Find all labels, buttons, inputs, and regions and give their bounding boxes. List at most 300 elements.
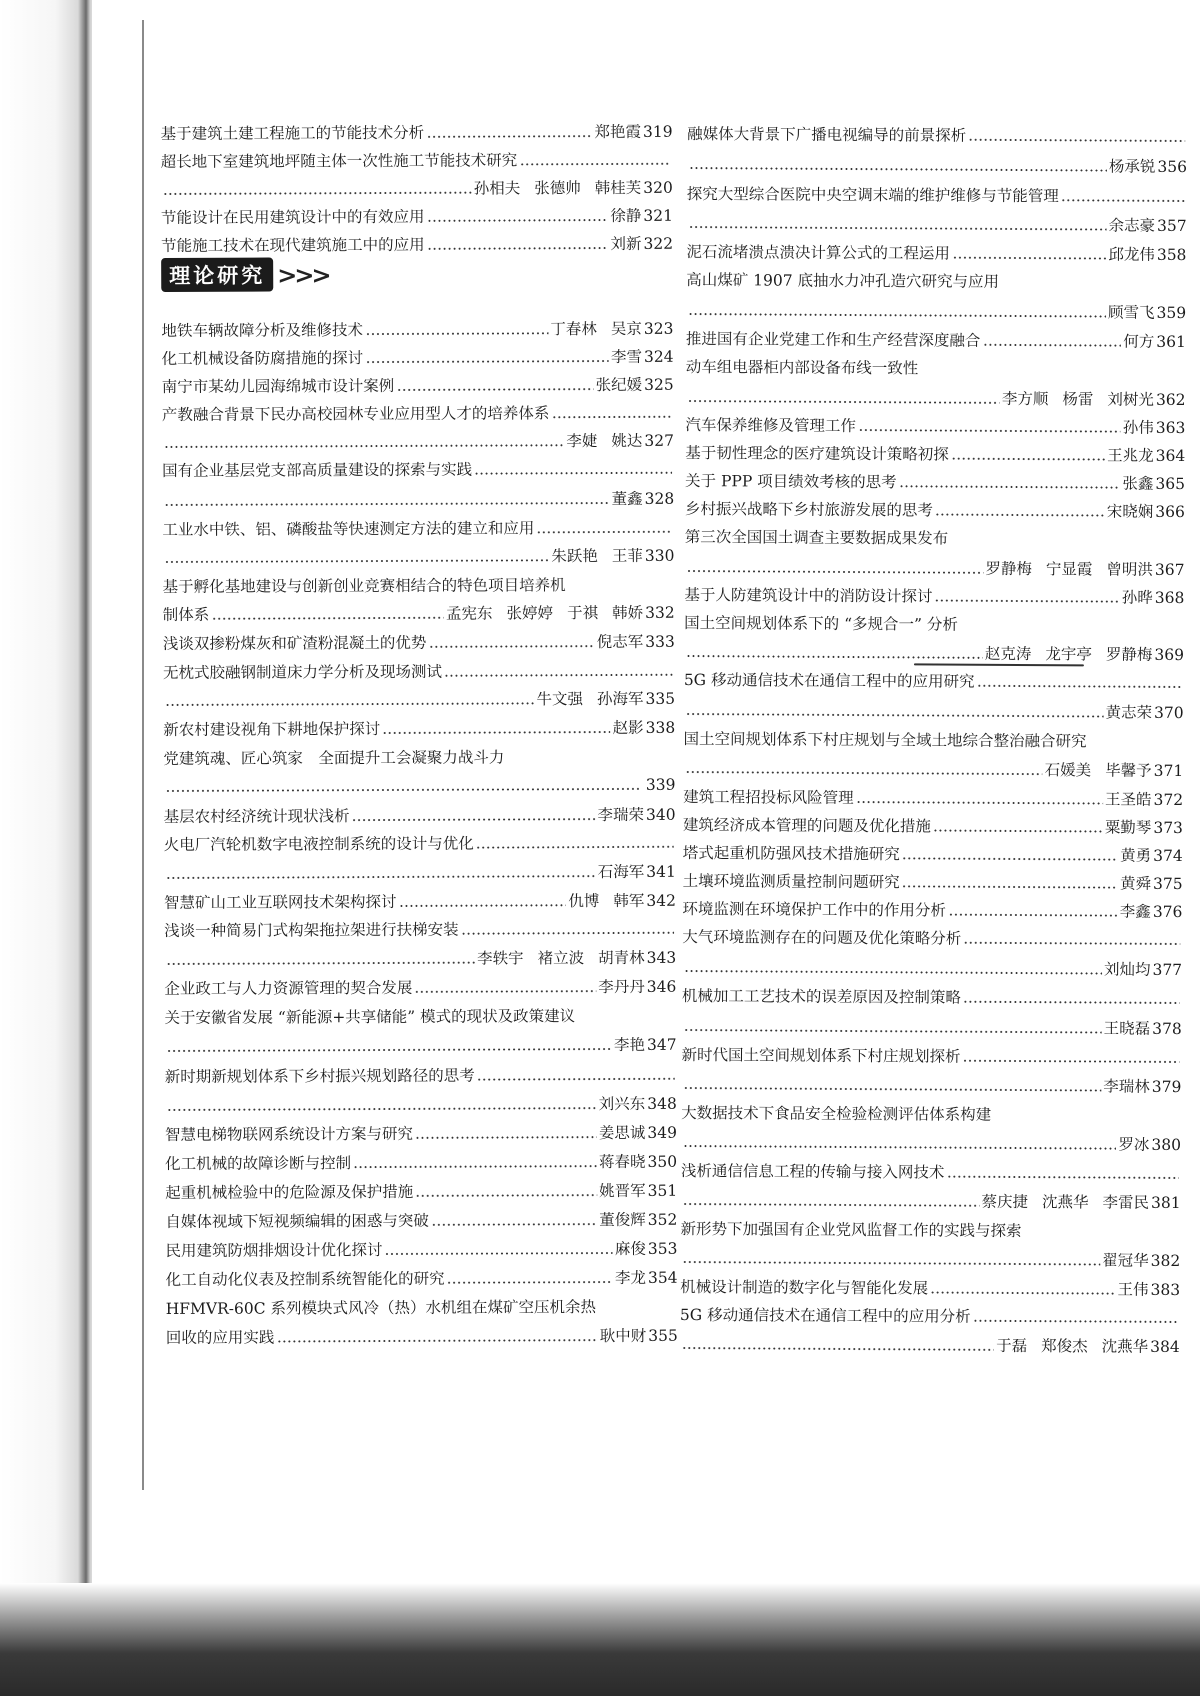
- entry-page: 323: [643, 319, 674, 338]
- entry-page: 335: [645, 689, 676, 708]
- entry-title: 动车组电器柜内部设备布线一致性: [685, 357, 919, 378]
- entry-page: 356: [1157, 157, 1188, 177]
- entry-page: 380: [1151, 1135, 1182, 1155]
- entry-title: 浅谈双掺粉煤灰和矿渣粉混凝土的优势: [162, 633, 427, 653]
- leader-dots: [948, 914, 1118, 917]
- entry-page: 351: [647, 1181, 678, 1200]
- leader-dots: [382, 731, 610, 734]
- entry-page: 382: [1150, 1251, 1181, 1271]
- entry-title: 高山煤矿 1907 底抽水力冲孔造穴研究与应用: [686, 270, 1000, 291]
- leader-dots: [167, 1048, 612, 1052]
- toc-entry: [161, 144, 673, 172]
- entry-page: 348: [647, 1094, 677, 1113]
- toc-entry-continued: [164, 856, 676, 884]
- leader-dots: [427, 247, 609, 250]
- entry-title: 国有企业基层党支部高质量建设的探索与实践: [162, 460, 473, 480]
- entry-title: 民用建筑防烟排烟设计优化探讨: [165, 1241, 383, 1260]
- entry-title: 化工机械设备防腐措施的探讨: [161, 349, 364, 368]
- leader-dots: [688, 400, 1000, 404]
- entry-authors: 罗冰: [1118, 1135, 1150, 1154]
- entry-authors: 赵影: [612, 718, 644, 738]
- leader-dots: [976, 685, 1181, 688]
- entry-title: 环境监测在环境保护工作中的作用分析: [682, 899, 947, 920]
- leader-dots: [519, 163, 670, 166]
- entry-title: 化工自动化仪表及控制系统智能化的研究: [165, 1269, 445, 1289]
- entry-title-cont: 制体系: [162, 605, 210, 624]
- leader-dots: [461, 932, 674, 935]
- entry-title: 国土空间规划体系下的 “多规合一” 分析: [684, 613, 958, 634]
- toc-entry: [686, 351, 1186, 380]
- entry-page: 361: [1156, 332, 1186, 352]
- leader-dots: [426, 135, 592, 138]
- leader-dots: [963, 1001, 1180, 1004]
- entry-authors: 李龙: [614, 1268, 647, 1288]
- toc-entry: [684, 607, 1184, 636]
- leader-dots: [428, 645, 594, 648]
- entry-page: 374: [1153, 846, 1183, 866]
- toc-entry-continued: [683, 752, 1183, 781]
- entry-page: 367: [1154, 560, 1185, 580]
- entry-authors: 李方顺 杨雷 刘树光: [1001, 389, 1155, 409]
- toc-entry: [682, 921, 1182, 950]
- entry-title: 第三次全国国土调查主要数据成果发布: [684, 527, 949, 548]
- leader-dots: [689, 167, 1107, 172]
- entry-title: 无枕式胶融钢制道床力学分析及现场测试: [162, 662, 442, 682]
- toc-entry-continued: [166, 1320, 678, 1348]
- leader-dots: [684, 970, 1102, 975]
- entry-page: 368: [1154, 588, 1185, 608]
- toc-entry-continued: [684, 551, 1184, 580]
- entry-authors: 董俊辉: [599, 1210, 646, 1230]
- entry-title: 基层农村经济统计现状浅析: [163, 807, 350, 826]
- toc-entry-continued: [686, 294, 1186, 323]
- toc-entry: [161, 228, 673, 256]
- toc-entry-continued: [164, 942, 676, 970]
- toc-entry: [161, 116, 673, 144]
- entry-authors: 李艳: [613, 1035, 646, 1055]
- leader-dots: [426, 219, 608, 222]
- entry-page: 383: [1150, 1280, 1181, 1300]
- entry-authors: 粟勤琴: [1104, 818, 1152, 837]
- entry-title: HFMVR-60C 系列模块式风冷（热）水机组在煤矿空压机余热: [165, 1298, 597, 1318]
- entry-authors: 王兆龙: [1107, 446, 1154, 465]
- entry-title: 推进国有企业党建工作和生产经营深度融合: [685, 329, 981, 350]
- leader-dots: [973, 1320, 1178, 1323]
- toc-entry: [163, 626, 675, 654]
- entry-page: 381: [1151, 1193, 1181, 1213]
- toc-entry: [683, 723, 1183, 752]
- entry-authors: 刘新: [610, 234, 642, 254]
- entry-authors: 何方: [1123, 332, 1155, 351]
- leader-dots: [166, 875, 596, 879]
- leader-dots: [687, 570, 984, 574]
- entry-title: 节能设计在民用建筑设计中的有效应用: [160, 207, 425, 227]
- leader-dots: [686, 713, 1104, 718]
- entry-title: 机械加工工艺技术的误差原因及控制策略: [681, 986, 961, 1007]
- entry-title: 化工机械的故障诊断与控制: [165, 1154, 352, 1173]
- leader-dots: [164, 444, 564, 448]
- leader-dots: [683, 1145, 1116, 1150]
- leader-dots: [858, 429, 1121, 433]
- toc-entry: [164, 885, 676, 913]
- toc-entry: [164, 1000, 676, 1028]
- toc-entry-continued: [681, 1184, 1181, 1213]
- leader-dots: [686, 655, 983, 659]
- entry-page: 359: [1156, 303, 1187, 323]
- entry-page: 358: [1156, 245, 1187, 265]
- entry-title: 5G 移动通信技术在通信工程中的应用研究: [683, 670, 975, 691]
- leader-dots: [353, 1165, 597, 1168]
- toc-entry: [166, 1291, 678, 1319]
- entry-authors: 李鑫: [1119, 902, 1151, 921]
- entry-page: 357: [1156, 216, 1187, 236]
- entry-page: 378: [1152, 1019, 1182, 1039]
- entry-title: 地铁车辆故障分析及维修技术: [161, 321, 363, 340]
- entry-page: 322: [643, 234, 674, 253]
- entry-title: 党建筑魂、匠心筑家 全面提升工会凝聚力战斗力: [163, 748, 505, 768]
- toc-entry: [685, 465, 1185, 494]
- toc-entry: [682, 893, 1182, 922]
- toc-entry: [686, 236, 1186, 265]
- toc-entry-continued: [162, 483, 674, 511]
- toc-entry-continued: [684, 694, 1184, 723]
- entry-authors: 孙伟: [1122, 418, 1154, 437]
- leader-dots: [934, 600, 1119, 603]
- entry-authors: 赵克涛 龙宇亭 罗静梅: [984, 644, 1153, 664]
- leader-dots: [930, 1292, 1115, 1295]
- toc-entry-continued: [686, 381, 1186, 410]
- toc-entry: [163, 655, 675, 683]
- entry-authors: 石媛美 毕馨予: [1044, 761, 1152, 780]
- entry-title: 大气环境监测存在的问题及优化策略分析: [682, 927, 962, 948]
- entry-title: 关于安徽省发展 “新能源+共享储能” 模式的现状及政策建议: [164, 1007, 576, 1027]
- leader-dots: [968, 139, 1185, 142]
- toc-entry-continued: [682, 951, 1182, 980]
- entry-authors: 王圣皓: [1104, 790, 1152, 809]
- entry-title: 自媒体视域下短视频编辑的困惑与突破: [165, 1211, 429, 1231]
- entry-page: 363: [1155, 418, 1186, 438]
- leader-dots: [689, 226, 1107, 231]
- toc-entry-continued: [681, 1126, 1181, 1155]
- entry-title: 基于人防建筑设计中的消防设计探讨: [684, 585, 933, 606]
- entry-authors: 姚晋军: [599, 1181, 646, 1201]
- entry-authors: 余志豪: [1108, 216, 1156, 235]
- leader-dots: [365, 360, 609, 363]
- entry-authors: 张鑫: [1122, 474, 1154, 493]
- entry-page: 372: [1153, 790, 1184, 810]
- entry-authors: 石海军: [597, 862, 645, 882]
- entry-title: 建筑工程招投标风险管理: [683, 787, 854, 808]
- entry-authors: 耿中财: [599, 1326, 647, 1346]
- entry-page: 365: [1155, 474, 1186, 494]
- entry-page: 379: [1151, 1077, 1182, 1097]
- entry-title: 机械设计制造的数字化与智能化发展: [680, 1277, 929, 1298]
- entry-title: 新时代国土空间规划体系下村庄规划探析: [681, 1045, 961, 1066]
- toc-entry: [164, 913, 676, 941]
- entry-title: 浅谈一种简易门式构架拖拉架进行扶梯安装: [164, 920, 459, 940]
- leader-dots: [946, 1176, 1178, 1179]
- entry-page: 340: [645, 805, 676, 824]
- toc-entry: [163, 741, 675, 769]
- leader-dots: [963, 942, 1180, 945]
- leader-dots: [431, 1223, 597, 1226]
- entry-authors: 麻俊: [614, 1239, 646, 1259]
- leader-dots: [476, 846, 674, 849]
- entry-authors: 蒋春晓: [598, 1152, 646, 1172]
- entry-page: 384: [1150, 1337, 1180, 1357]
- entry-authors: 孙相夫 张德帅 韩桂芙: [473, 178, 642, 198]
- entry-title: 乡村振兴战略下乡村旅游发展的思考: [684, 499, 933, 520]
- entry-page: 339: [645, 775, 676, 794]
- entry-page: 377: [1152, 960, 1183, 980]
- leader-dots: [477, 1078, 675, 1081]
- leader-dots: [688, 313, 1106, 318]
- toc-entry: [162, 369, 674, 397]
- entry-authors: 李瑞林: [1103, 1077, 1150, 1096]
- toc-entry: [686, 264, 1186, 293]
- leader-dots: [685, 771, 1042, 775]
- entry-authors: 李丹丹: [598, 977, 645, 997]
- entry-title: 塔式起重机防强风技术措施研究: [682, 843, 900, 864]
- entry-page: 376: [1152, 902, 1183, 922]
- leader-dots: [933, 830, 1103, 833]
- toc-right-column: [679, 0, 1188, 1357]
- entry-authors: 黄勇: [1120, 846, 1152, 865]
- entry-authors: 翟冠华: [1102, 1251, 1149, 1270]
- toc-entry: [683, 837, 1183, 866]
- entry-title: 关于 PPP 项目绩效考核的思考: [685, 471, 897, 492]
- leader-dots: [384, 1252, 612, 1255]
- entry-page: 320: [643, 178, 673, 197]
- entry-title: 产教融合背景下民办高校园林专业应用型人才的培养体系: [161, 404, 550, 424]
- toc-entry: [687, 178, 1187, 207]
- leader-dots: [536, 531, 672, 534]
- toc-entry-continued: [163, 597, 675, 625]
- entry-authors: 王晓磊: [1103, 1019, 1151, 1038]
- entry-title: 5G 移动通信技术在通信工程中的应用分析: [679, 1305, 971, 1326]
- toc-entry-continued: [684, 636, 1184, 665]
- leader-dots: [683, 1087, 1101, 1092]
- entry-authors: 李瑞荣: [597, 805, 645, 825]
- entry-authors: 徐静: [610, 206, 642, 226]
- entry-title: 智慧电梯物联网系统设计方案与研究: [164, 1124, 414, 1144]
- entry-title: 土壤环境监测质量控制问题研究: [682, 871, 900, 892]
- toc-entry: [685, 437, 1185, 466]
- entry-title: 节能施工技术在现代建筑施工中的应用: [161, 235, 425, 255]
- toc-entry-continued: [681, 1068, 1181, 1097]
- leader-dots: [682, 1347, 994, 1351]
- entry-title: 国土空间规划体系下村庄规划与全域土地综合整治融合研究: [683, 729, 1087, 751]
- entry-title: 浅析通信信息工程的传输与接入网技术: [680, 1161, 945, 1182]
- leader-dots: [899, 485, 1121, 488]
- entry-authors: 杨承锐: [1108, 157, 1156, 176]
- leader-dots: [902, 885, 1118, 888]
- toc-entry: [165, 1059, 677, 1087]
- leader-dots: [684, 1029, 1102, 1034]
- leader-dots: [167, 1107, 597, 1111]
- entry-page: 346: [646, 977, 677, 996]
- toc-entry-continued: [163, 769, 675, 797]
- toc-entry: [162, 397, 674, 425]
- scan-bottom-shadow: [0, 1583, 1200, 1696]
- entry-authors: 黄舜: [1119, 874, 1152, 893]
- toc-entry: [161, 200, 673, 228]
- entry-title: 泥石流堵溃点溃决计算公式的工程运用: [686, 242, 951, 263]
- entry-page: 347: [646, 1035, 677, 1054]
- entry-title: 探究大型综合医院中央空调末端的维护维修与节能管理: [686, 184, 1059, 206]
- entry-page: 366: [1155, 502, 1185, 522]
- toc-entry-continued: [682, 1010, 1182, 1039]
- toc-entry: [165, 1175, 677, 1203]
- leader-dots: [902, 857, 1118, 860]
- entry-page: 328: [644, 489, 675, 508]
- leader-dots: [352, 818, 596, 821]
- toc-entry-continued: [687, 148, 1187, 177]
- entry-page: 324: [643, 347, 674, 366]
- leader-dots: [211, 617, 444, 620]
- leader-dots: [163, 192, 472, 195]
- entry-title: 新时期新规划体系下乡村振兴规划路径的思考: [164, 1066, 475, 1086]
- toc-entry: [683, 865, 1183, 894]
- entry-authors: 蔡庆捷 沈燕华 李雷民: [981, 1192, 1150, 1212]
- entry-authors: 李婕 姚达: [566, 431, 643, 451]
- entry-page: 355: [648, 1326, 678, 1345]
- entry-page: 369: [1154, 645, 1185, 665]
- entry-authors: 于磊 郑俊杰 沈燕华: [996, 1336, 1149, 1356]
- leader-dots: [982, 344, 1121, 347]
- entry-page: 332: [645, 603, 675, 622]
- toc-entry: [686, 323, 1186, 352]
- entry-title: 起重机械检验中的危险源及保护措施: [165, 1182, 414, 1202]
- leader-dots: [415, 1136, 597, 1139]
- leader-dots: [414, 990, 596, 993]
- toc-entry: [165, 1204, 677, 1232]
- entry-authors: 邱龙伟: [1108, 245, 1155, 264]
- entry-page: 370: [1154, 703, 1184, 723]
- entry-page: 371: [1153, 761, 1184, 781]
- entry-page: 375: [1152, 874, 1183, 894]
- toc-entry: [680, 1271, 1180, 1300]
- leader-dots: [165, 702, 534, 706]
- leader-dots: [682, 1261, 1100, 1266]
- entry-page: 330: [644, 546, 675, 565]
- leader-dots: [1061, 199, 1185, 202]
- toc-entry: [165, 1233, 677, 1261]
- entry-page: 321: [643, 206, 673, 225]
- section-header: [161, 257, 328, 292]
- leader-dots: [951, 458, 1105, 461]
- entry-page: 338: [645, 718, 676, 737]
- leader-dots: [856, 801, 1103, 805]
- entry-title: 新形势下加强国有企业党风监督工作的实践与探索: [680, 1219, 1022, 1241]
- entry-authors: 仇博 韩军: [568, 891, 645, 911]
- entry-authors: 郑艳霞: [594, 122, 642, 142]
- entry-page: 343: [646, 948, 677, 967]
- section-label: 理论研究: [161, 258, 273, 292]
- leader-dots: [276, 1339, 597, 1342]
- entry-title: 大数据技术下食品安全检验检测评估体系构建: [681, 1103, 992, 1124]
- entry-title: 汽车保养维修及管理工作: [685, 415, 856, 436]
- toc-entry: [164, 971, 676, 999]
- entry-page: 319: [642, 122, 673, 141]
- toc-entry-continued: [164, 1029, 676, 1057]
- leader-dots: [444, 674, 673, 677]
- leader-dots: [164, 502, 609, 506]
- entry-page: 342: [646, 891, 676, 910]
- toc-entry-continued: [162, 425, 674, 453]
- entry-page: 341: [646, 862, 676, 881]
- entry-page: 350: [647, 1152, 678, 1171]
- entry-title: 建筑经济成本管理的问题及优化措施: [682, 815, 932, 836]
- toc-entry: [165, 1146, 677, 1174]
- entry-page: 354: [647, 1268, 678, 1287]
- entry-title: 南宁市某幼儿园海绵城市设计案例: [161, 376, 395, 396]
- entry-title: 火电厂汽轮机数字电液控制系统的设计与优化: [163, 834, 474, 854]
- toc-entry-continued: [163, 683, 675, 711]
- toc-entry: [162, 512, 674, 540]
- toc-entry: [685, 409, 1185, 438]
- leader-dots: [952, 257, 1106, 260]
- entry-authors: 顾雪飞: [1107, 303, 1155, 322]
- toc-entry: [683, 781, 1183, 810]
- toc-entry: [163, 799, 675, 827]
- entry-title: 基于建筑土建工程施工的节能技术分析: [160, 123, 425, 143]
- entry-title: 新农村建设视角下耕地保护探讨: [163, 720, 381, 739]
- toc-entry: [163, 712, 675, 740]
- toc-entry-continued: [161, 172, 673, 200]
- entry-authors: 倪志军: [596, 632, 644, 652]
- toc-entry: [682, 980, 1182, 1009]
- toc-entry-continued: [162, 540, 674, 568]
- entry-page: 333: [645, 632, 675, 651]
- leader-dots: [396, 388, 593, 391]
- toc-entry: [165, 1117, 677, 1145]
- entry-title: 融媒体大背景下广播电视编导的前景探析: [687, 124, 967, 145]
- toc-entry-continued: [165, 1088, 677, 1116]
- toc-entry: [161, 341, 673, 369]
- entry-page: 327: [644, 431, 674, 450]
- entry-title: 工业水中铁、铝、磷酸盐等快速测定方法的建立和应用: [162, 519, 535, 539]
- toc-entry: [684, 664, 1184, 693]
- entry-title: 基于韧性理念的医疗建筑设计策略初探: [685, 443, 949, 464]
- entry-authors: 刘兴东: [598, 1094, 646, 1114]
- entry-page: 364: [1155, 446, 1186, 466]
- toc-entry: [680, 1213, 1180, 1242]
- entry-authors: 罗静梅 宁显霞 曾明洪: [985, 559, 1153, 579]
- leader-dots: [165, 788, 641, 792]
- leader-dots: [164, 559, 549, 563]
- entry-page: 373: [1153, 818, 1184, 838]
- entry-page: 352: [647, 1210, 678, 1229]
- entry-authors: 朱跃艳 王菲: [551, 546, 643, 566]
- toc-entry: [680, 1299, 1180, 1328]
- toc-entry: [166, 1262, 678, 1290]
- leader-dots: [166, 962, 475, 965]
- toc-entry-continued: [687, 207, 1187, 236]
- spine-rule: [142, 20, 144, 1490]
- entry-page: 349: [647, 1123, 677, 1142]
- toc-entry: [684, 579, 1184, 608]
- toc-entry: [687, 118, 1187, 147]
- toc-entry: [681, 1097, 1181, 1126]
- entry-title-cont: 回收的应用实践: [165, 1328, 275, 1347]
- toc-entry: [683, 809, 1183, 838]
- toc-entry: [162, 569, 674, 597]
- section-arrows: >>>: [277, 259, 329, 289]
- book-spine-shadow: [0, 0, 92, 1696]
- entry-page: 362: [1155, 390, 1186, 410]
- leader-dots: [474, 472, 672, 475]
